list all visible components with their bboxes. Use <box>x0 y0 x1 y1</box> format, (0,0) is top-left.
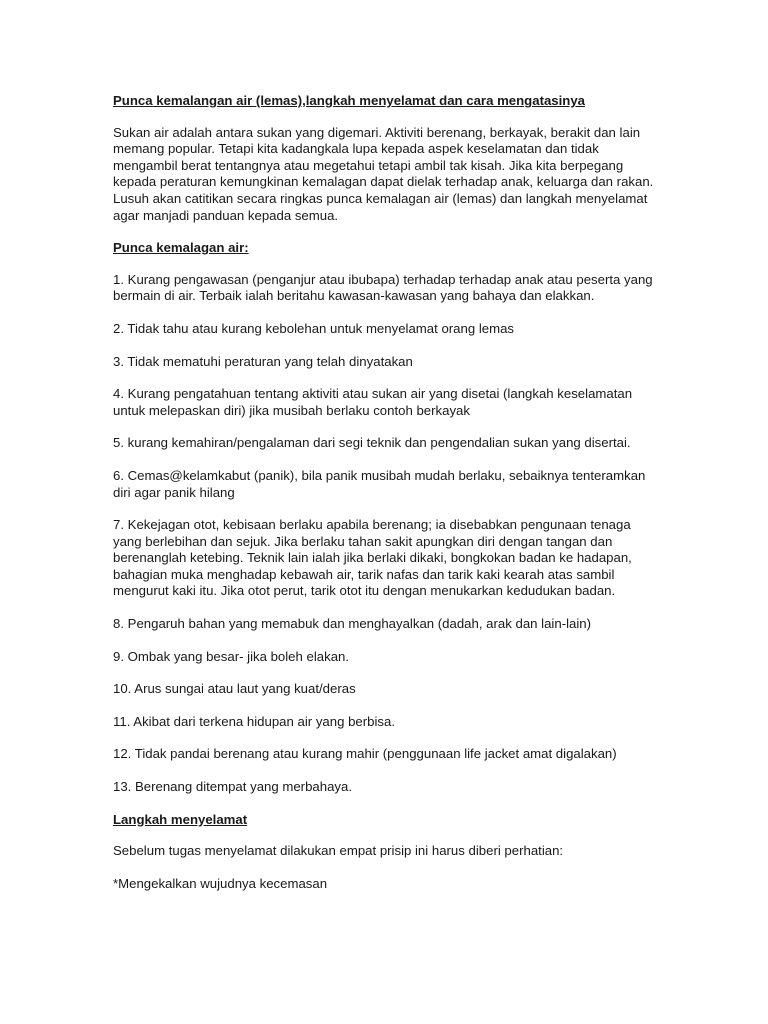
list-item: 7. Kekejagan otot, kebisaan berlaku apabila berenang; ia disebabkan pengunaan tenaga yang berlebihan dan sejuk. Jika berlaku tahan sakit apungkan diri dengan tangan dan berenanglah ketebing. Teknik lain ialah jika berlaki dikaki, bongkokan badan ke hadapan, bahagian muka menghadap kebawah air, tarik nafas dan tarik kaki kearah atas sambil mengurut kaki itu. Jika otot perut, tarik otot itu dengan menukarkan kedudukan badan. <box>113 517 632 599</box>
document-title: Punca kemalangan air (lemas),langkah menyelamat dan cara mengatasinya <box>113 93 586 108</box>
rescue-point: *Mengekalkan wujudnya kecemasan <box>113 875 328 891</box>
list-item: 5. kurang kemahiran/pengalaman dari segi teknik dan pengendalian sukan yang disertai. <box>113 435 631 451</box>
intro-paragraph: Sukan air adalah antara sukan yang digemari. Aktiviti berenang, berkayak, berakit dan lain memang popular. Tetapi kita kadangkala lupa kepada aspek keselamatan dan tidak mengambil berat tentangnya atau megetahui tetapi ambil tak kisah. Jika kita berpegang kepada peraturan kemungkinan kemalagan dapat dielak terhadap anak, keluarga dan rakan. Lusuh akan catitikan secara ringkas punca kemalagan air (lemas) dan langkah menyelamat agar manjadi panduan kepada semua. <box>113 124 654 223</box>
list-item: 8. Pengaruh bahan yang memabuk dan menghayalkan (dadah, arak dan lain-lain) <box>113 616 592 632</box>
list-item: 1. Kurang pengawasan (penganjur atau ibubapa) terhadap terhadap anak atau peserta yang bermain di air. Terbaik ialah beritahu kawasan-kawasan yang bahaya dan elakkan. <box>113 271 653 304</box>
list-item: 6. Cemas@kelamkabut (panik), bila panik musibah mudah berlaku, sebaiknya tenteramkan diri agar panik hilang <box>113 467 646 500</box>
list-item: 13. Berenang ditempat yang merbahaya. <box>113 779 352 795</box>
section-heading-causes: Punca kemalagan air: <box>113 240 249 256</box>
list-item: 12. Tidak pandai berenang atau kurang mahir (penggunaan life jacket amat digalakan) <box>113 746 617 762</box>
list-item: 2. Tidak tahu atau kurang kebolehan untuk menyelamat orang lemas <box>113 320 515 336</box>
list-item: 10. Arus sungai atau laut yang kuat/deras <box>113 681 356 697</box>
rescue-intro-paragraph: Sebelum tugas menyelamat dilakukan empat prisip ini harus diberi perhatian: <box>113 843 564 859</box>
list-item: 11. Akibat dari terkena hidupan air yang berbisa. <box>113 713 396 729</box>
document-page <box>113 93 661 908</box>
list-item: 4. Kurang pengatahuan tentang aktiviti atau sukan air yang disetai (langkah keselamatan untuk melepaskan diri) jika musibah berlaku contoh berkayak <box>113 386 633 418</box>
list-item: 9. Ombak yang besar- jika boleh elakan. <box>113 648 350 664</box>
list-item: 3. Tidak mematuhi peraturan yang telah dinyatakan <box>113 353 413 369</box>
section-heading-rescue: Langkah menyelamat <box>113 811 248 827</box>
